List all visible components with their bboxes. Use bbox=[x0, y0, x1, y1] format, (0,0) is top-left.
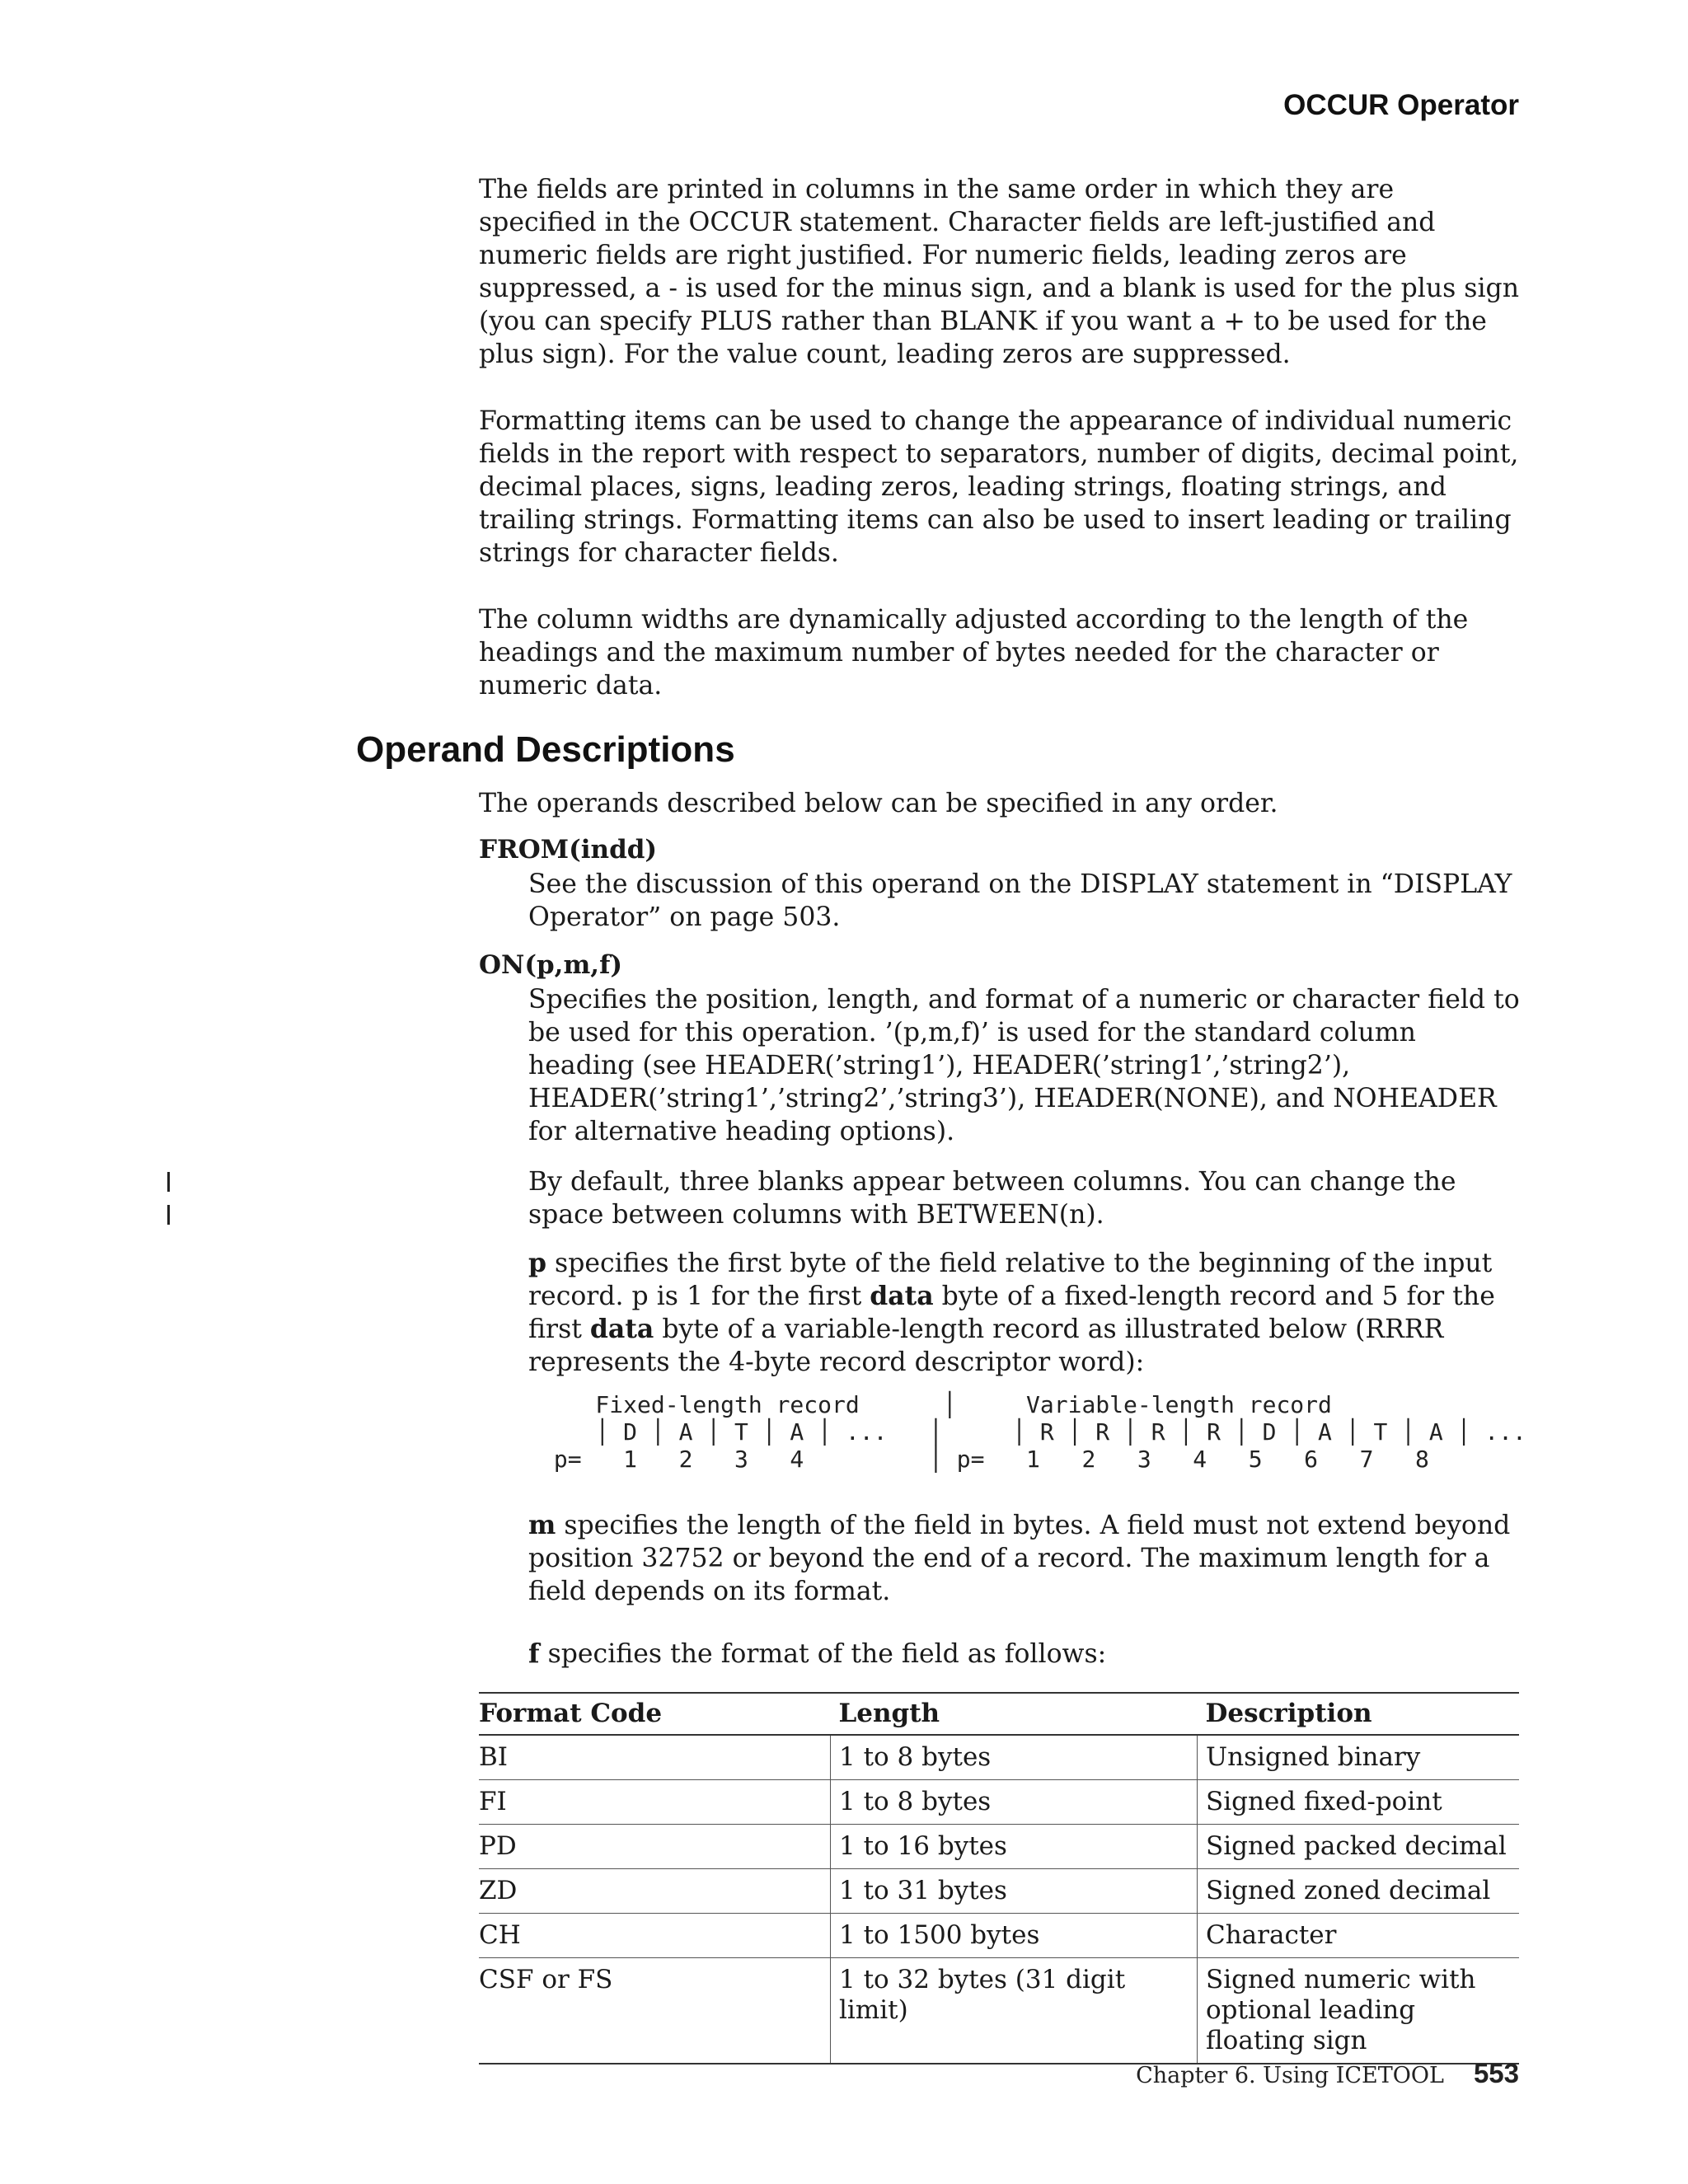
table-cell: Unsigned binary bbox=[1198, 1735, 1520, 1780]
term-p: p bbox=[528, 1248, 547, 1278]
column-header: Length bbox=[831, 1693, 1198, 1735]
section-title: Operand Descriptions bbox=[356, 729, 735, 770]
column-header: Description bbox=[1198, 1693, 1520, 1735]
table-cell: 1 to 31 bytes bbox=[831, 1869, 1198, 1914]
page-footer bbox=[1136, 2058, 1519, 2089]
table-cell: Signed numeric with optional leading floating sign bbox=[1198, 1958, 1520, 2064]
term-data: data bbox=[870, 1281, 934, 1311]
term-data: data bbox=[589, 1314, 654, 1344]
table-row bbox=[479, 1735, 1519, 1780]
table-header-row bbox=[479, 1693, 1519, 1735]
text-span: byte of a variable-length record as illustrated below (RRRR represents the 4-byte record descriptor word): bbox=[528, 1315, 1444, 1377]
table-cell: Signed zoned decimal bbox=[1198, 1869, 1520, 1914]
text-span: specifies the format of the field as follows: bbox=[539, 1639, 1107, 1669]
operand-term-on: ON(p,m,f) bbox=[479, 950, 623, 980]
table-cell: PD bbox=[479, 1825, 831, 1869]
section-intro: The operands described below can be specified in any order. bbox=[479, 789, 1278, 818]
record-layout-diagram: Fixed-length record │ Variable-length record │ D │ A │ T │ A │ ... │ │ R │ R │ R │ R │ D │ A │ T │ A │ ... p= 1 2 3 4 │ p= 1 2 3 4 5 6 7 8 bbox=[553, 1391, 1526, 1473]
text-span: specifies the first byte of the field relative to the beginning of the input record. p is 1 for the first bbox=[528, 1249, 1493, 1311]
table-cell: FI bbox=[479, 1780, 831, 1825]
paragraph-column-widths: The column widths are dynamically adjusted according to the length of the headings and the maximum number of bytes needed for the character or numeric data. bbox=[479, 605, 1469, 701]
table-cell: BI bbox=[479, 1735, 831, 1780]
table-cell: 1 to 32 bytes (31 digit limit) bbox=[831, 1958, 1198, 2064]
term-m: m bbox=[528, 1510, 556, 1540]
page-number: 553 bbox=[1473, 2058, 1519, 2088]
table-cell: 1 to 8 bytes bbox=[831, 1735, 1198, 1780]
term-f: f bbox=[528, 1638, 540, 1669]
footer-chapter: Chapter 6. Using ICETOOL bbox=[1136, 2063, 1444, 2088]
change-bar bbox=[167, 1172, 170, 1192]
table-cell: 1 to 16 bytes bbox=[831, 1825, 1198, 1869]
change-bar bbox=[167, 1205, 170, 1225]
table-row bbox=[479, 1869, 1519, 1914]
running-header: OCCUR Operator bbox=[1283, 89, 1519, 121]
table-row bbox=[479, 1958, 1519, 2064]
table-cell: CH bbox=[479, 1914, 831, 1958]
operand-def-on-between: By default, three blanks appear between columns. You can change the space between columns with BETWEEN(n). bbox=[528, 1167, 1456, 1230]
paragraph-formatting-items: Formatting items can be used to change the appearance of individual numeric fields in the report with respect to separators, number of digits, decimal point, decimal places, signs, leading zeros, leading strings, floating strings, and trailing strings. Formatting items can also be used to insert leading or trailing strings for character fields. bbox=[479, 406, 1519, 568]
column-header: Format Code bbox=[479, 1693, 831, 1735]
table-row bbox=[479, 1914, 1519, 1958]
table-cell: Signed fixed-point bbox=[1198, 1780, 1520, 1825]
table-row bbox=[479, 1825, 1519, 1869]
table-cell: ZD bbox=[479, 1869, 831, 1914]
table-cell: 1 to 8 bytes bbox=[831, 1780, 1198, 1825]
table-cell: Signed packed decimal bbox=[1198, 1825, 1520, 1869]
table-row bbox=[479, 1780, 1519, 1825]
operand-def-on-length bbox=[528, 1509, 1524, 1608]
operand-def-on-summary: Specifies the position, length, and format of a numeric or character field to be used for this operation. ’(p,m,f)’ is used for the standard column heading (see HEADER(’string1’), HEADER(’string1’,’string2’), HEADER(’string1’,’string2’,’string3’), HEADER(NONE), and NOHEADER for alternative heading options). bbox=[528, 985, 1520, 1146]
format-code-table bbox=[479, 1692, 1519, 2064]
operand-term-from: FROM(indd) bbox=[479, 835, 658, 865]
table-cell: 1 to 1500 bytes bbox=[831, 1914, 1198, 1958]
text-span: byte of a fixed-length record and 5 for the first bbox=[528, 1282, 1495, 1344]
table-cell: CSF or FS bbox=[479, 1958, 831, 2064]
table-cell: Character bbox=[1198, 1914, 1520, 1958]
operand-def-from: See the discussion of this operand on the DISPLAY statement in “DISPLAY Operator” on page 503. bbox=[528, 869, 1512, 932]
operand-def-on-position bbox=[528, 1247, 1524, 1379]
paragraph-column-order: The fields are printed in columns in the same order in which they are specified in the OCCUR statement. Character fields are left-justified and numeric fields are right justified. For numeric fields, leading zeros are suppressed, a - is used for the minus sign, and a blank is used for the plus sign (you can specify PLUS rather than BLANK if you want a + to be used for the plus sign). For the value count, leading zeros are suppressed. bbox=[479, 175, 1519, 369]
text-span: specifies the length of the field in bytes. A field must not extend beyond position 32752 or beyond the end of a record. The maximum length for a field depends on its format. bbox=[528, 1511, 1511, 1606]
operand-def-on-format bbox=[528, 1638, 1524, 1671]
